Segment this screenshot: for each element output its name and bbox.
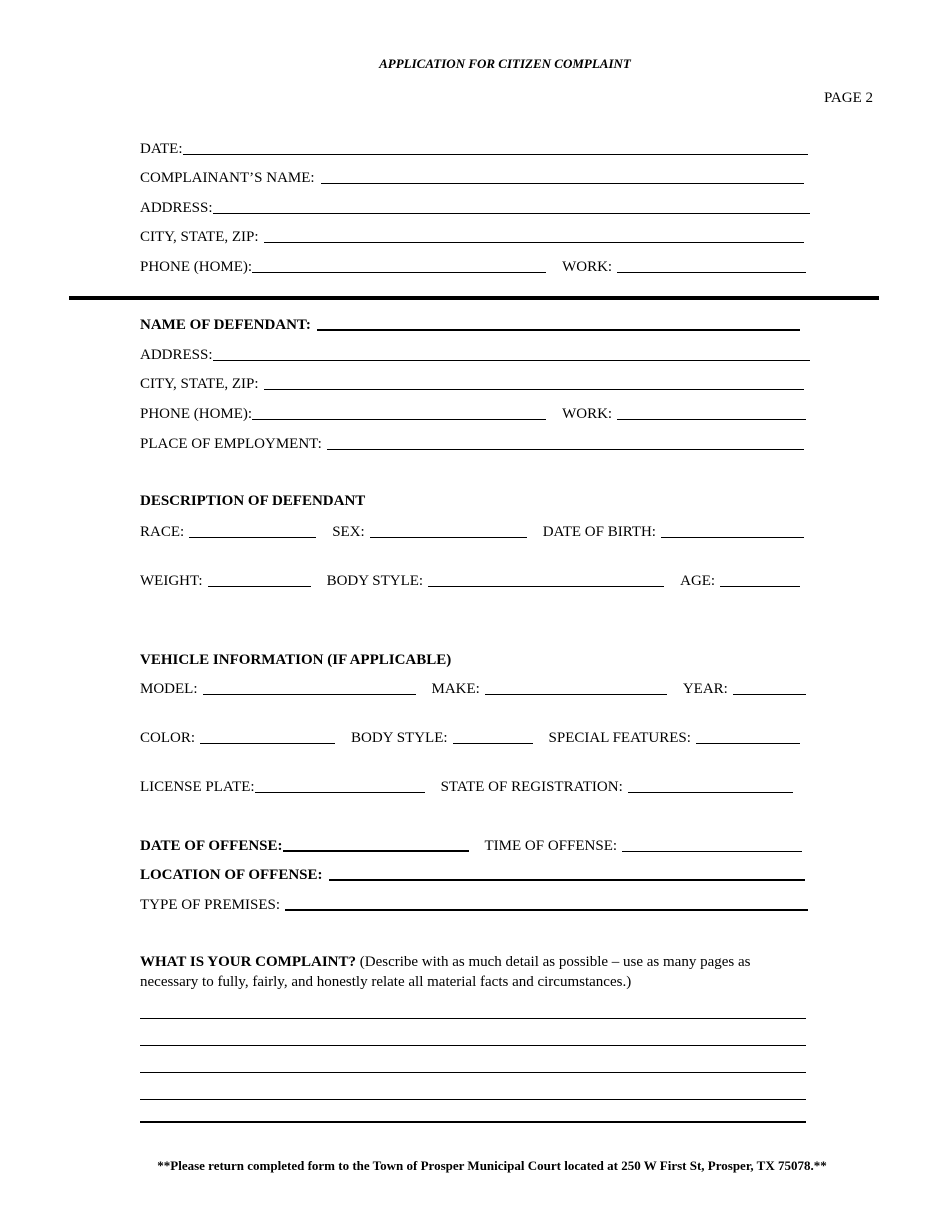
defendant-employment-field[interactable] [327,449,804,450]
color-field[interactable] [200,743,335,744]
make-label: MAKE: [431,681,480,697]
defendant-employment-label: PLACE OF EMPLOYMENT: [140,436,322,452]
defendant-city-row [140,373,804,393]
date-of-offense-label: DATE OF OFFENSE: [140,838,283,854]
location-of-offense-label: LOCATION OF OFFENSE: [140,867,323,883]
complainant-date-label: DATE: [140,141,183,157]
complainant-city-field[interactable] [264,242,804,243]
page-number: PAGE 2 [823,90,873,106]
defendant-phone-label: PHONE (HOME): [140,406,253,422]
age-label: AGE: [680,573,716,589]
complaint-instructions-text: (Describe with as much detail as possible – use as many pages as necessary to fully, fairly, and honestly relate all material facts and circumstances.) [140,954,751,990]
color-label: COLOR: [140,730,196,746]
date-of-offense-field[interactable] [283,850,469,852]
vehicle-row-2 [140,727,800,747]
complaint-line-2[interactable] [140,1045,806,1046]
defendant-employment-row [140,433,804,453]
complainant-phone-field[interactable] [252,272,546,273]
defendant-city-field[interactable] [264,389,804,390]
description-heading: DESCRIPTION OF DEFENDANT [140,493,366,509]
complainant-date-field[interactable] [183,154,808,155]
complaint-line-1[interactable] [140,1018,806,1019]
make-field[interactable] [485,694,667,695]
body-style-field[interactable] [428,586,664,587]
vehicle-heading: VEHICLE INFORMATION (IF APPLICABLE) [140,652,452,668]
complaint-instructions [140,952,810,992]
complainant-city-row [140,226,804,246]
weight-field[interactable] [208,586,311,587]
complainant-city-label: CITY, STATE, ZIP: [140,229,259,245]
offense-row-2 [140,864,805,884]
model-label: MODEL: [140,681,198,697]
license-plate-label: LICENSE PLATE: [140,779,255,795]
defendant-address-row [140,344,810,364]
complainant-work-field[interactable] [617,272,806,273]
vehicle-body-style-field[interactable] [453,743,533,744]
defendant-address-label: ADDRESS: [140,347,213,363]
dob-label: DATE OF BIRTH: [542,524,656,540]
type-of-premises-label: TYPE OF PREMISES: [140,897,281,913]
year-label: YEAR: [682,681,728,697]
special-features-field[interactable] [696,743,800,744]
defendant-name-field[interactable] [317,329,800,331]
complainant-name-label: COMPLAINANT’S NAME: [140,170,315,186]
body-style-label: BODY STYLE: [326,573,424,589]
vehicle-row-3 [140,776,793,796]
complaint-line-5[interactable] [140,1121,806,1123]
form-title: APPLICATION FOR CITIZEN COMPLAINT [379,56,631,71]
complainant-phone-label: PHONE (HOME): [140,259,253,275]
defendant-address-field[interactable] [213,360,810,361]
defendant-name-row [140,314,800,334]
description-row-1 [140,521,804,541]
complainant-address-row [140,197,810,217]
defendant-city-label: CITY, STATE, ZIP: [140,376,259,392]
time-of-offense-label: TIME OF OFFENSE: [484,838,618,854]
model-field[interactable] [203,694,416,695]
complainant-date-row [140,138,808,158]
race-field[interactable] [189,537,316,538]
weight-label: WEIGHT: [140,573,203,589]
special-features-label: SPECIAL FEATURES: [548,730,691,746]
complainant-phone-row [140,256,806,276]
state-registration-label: STATE OF REGISTRATION: [440,779,623,795]
age-field[interactable] [720,586,800,587]
complaint-question: WHAT IS YOUR COMPLAINT? [140,954,356,970]
complainant-name-row [140,167,804,187]
defendant-phone-row [140,403,806,423]
description-row-2 [140,570,800,590]
time-of-offense-field[interactable] [622,851,802,852]
complainant-address-field[interactable] [213,213,810,214]
race-label: RACE: [140,524,185,540]
license-plate-field[interactable] [255,792,425,793]
year-field[interactable] [733,694,806,695]
vehicle-heading-row [140,649,451,669]
defendant-name-label: NAME OF DEFENDANT: [140,317,311,333]
complaint-line-4[interactable] [140,1099,806,1100]
sex-label: SEX: [332,524,365,540]
state-registration-field[interactable] [628,792,793,793]
offense-row-3 [140,894,808,914]
vehicle-row-1 [140,678,806,698]
description-heading-row [140,490,365,510]
complaint-line-3[interactable] [140,1072,806,1073]
complainant-address-label: ADDRESS: [140,200,213,216]
dob-field[interactable] [661,537,804,538]
complainant-work-label: WORK: [562,259,613,275]
complainant-name-field[interactable] [321,183,804,184]
vehicle-body-style-label: BODY STYLE: [351,730,448,746]
footer-note: **Please return completed form to the Town of Prosper Municipal Court located at 250 W First St, Prosper, TX 75078.** [157,1158,827,1173]
offense-row-1 [140,835,802,855]
location-of-offense-field[interactable] [329,879,805,881]
defendant-work-label: WORK: [562,406,613,422]
section-divider [69,296,879,300]
defendant-phone-field[interactable] [252,419,546,420]
type-of-premises-field[interactable] [285,909,808,911]
defendant-work-field[interactable] [617,419,806,420]
sex-field[interactable] [370,537,527,538]
